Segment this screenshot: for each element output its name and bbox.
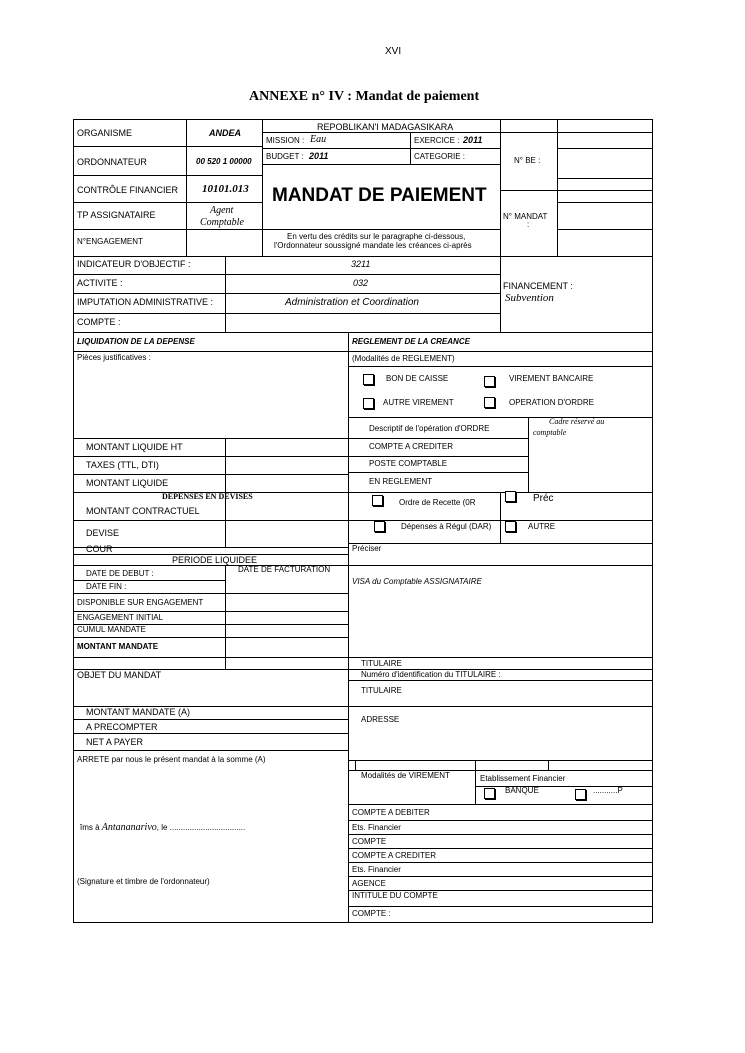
notice-line-2: l'Ordonnateur soussigné mandate les créances ci-après (274, 241, 472, 250)
ordre-recette-label: Ordre de Recette (0R (399, 498, 476, 507)
en-reglement-label: EN REGLEMENT (369, 477, 433, 486)
devise-label: DEVISE (86, 528, 120, 538)
financement-label: FINANCEMENT : (503, 281, 573, 291)
engagement-label: N°ENGAGEMENT (77, 237, 143, 246)
indicateur-label: INDICATEUR D'OBJECTIF : (77, 259, 191, 269)
autre-virement-checkbox[interactable] (363, 398, 374, 409)
fait-a-prefix: îms à (80, 823, 102, 832)
autre-label: AUTRE (528, 522, 556, 531)
tp-assignataire-label: TP ASSIGNATAIRE (77, 210, 156, 220)
signature-label: (Signature et timbre de l'ordonnateur) (77, 877, 210, 886)
adresse-label: ADRESSE (361, 715, 400, 724)
indicateur-value: 3211 (351, 259, 371, 269)
pieces-justificatives: Pièces justificatives : (77, 353, 151, 362)
montant-liquide: MONTANT LIQUIDE (86, 478, 169, 488)
cadre-reserve-1: Cadre réservé au (549, 417, 605, 426)
exercice-label: EXERCICE : (414, 136, 460, 145)
montant-mandate-a: MONTANT MANDATE (A) (86, 707, 190, 717)
titulaire-label-1: TITULAIRE (361, 659, 402, 668)
notice-line-1: En vertu des crédits sur le paragraphe ci-dessous, (287, 232, 466, 241)
compte-label-2: COMPTE (352, 837, 387, 846)
tp-assignataire-value-1: Agent (210, 205, 234, 216)
ets-financier-1: Ets. Financier (352, 823, 401, 832)
mission-label: MISSION : (266, 136, 305, 145)
montant-contractuel: MONTANT CONTRACTUEL (86, 506, 200, 516)
agence-label: AGENCE (352, 879, 386, 888)
imputation-value: Administration et Coordination (285, 297, 419, 308)
preciser-label: Préciser (352, 544, 382, 553)
poste-comptable-label: POSTE COMPTABLE (369, 459, 448, 468)
ets-financier-2: Ets. Financier (352, 865, 401, 874)
cumul-mandate: CUMUL MANDATE (77, 625, 146, 634)
date-fin-label: DATE FIN : (86, 582, 127, 591)
compte-debiter-label: COMPTE A DEBITER (352, 808, 430, 817)
fait-a-line (80, 823, 245, 833)
virement-bancaire-checkbox[interactable] (484, 376, 495, 387)
imputation-label: IMPUTATION ADMINISTRATIVE : (77, 297, 214, 307)
visa-comptable: VISA du Comptable ASSIGNATAIRE (352, 577, 482, 586)
autre-virement-label: AUTRE VIREMENT (383, 398, 454, 407)
nmandat-label: N° MANDAT (503, 212, 548, 221)
mission-value: Eau (310, 134, 327, 145)
date-facturation-label: DATE DE FACTURATION (238, 565, 331, 574)
bon-caisse-label: BON DE CAISSE (386, 374, 449, 383)
compte-final-label: COMPTE : (352, 909, 391, 918)
depenses-devises: DEPENSES EN DEVISES (162, 492, 253, 501)
organisme-label: ORGANISME (77, 128, 133, 138)
a-precompter: A PRECOMPTER (86, 722, 158, 732)
modalites-reglement: (Modalités de REGLEMENT) (352, 354, 455, 363)
engagement-initial: ENGAGEMENT INITIAL (77, 613, 164, 622)
page-number: XVI (385, 46, 402, 57)
montant-liquide-ht: MONTANT LIQUIDE HT (86, 442, 183, 452)
prec-checkbox[interactable] (505, 491, 516, 502)
autre-checkbox[interactable] (505, 521, 516, 532)
categorie-label: CATEGORIE : (414, 152, 465, 161)
operation-ordre-label: OPERATION D'ORDRE (509, 398, 594, 407)
banque-other-label: ...........P (593, 786, 623, 795)
compte-crediter-label-2: COMPTE A CREDITER (352, 851, 437, 860)
arrete-text: ARRETE par nous le présent mandat à la somme (A) (77, 755, 266, 764)
nbe-label: N° BE : (514, 156, 541, 165)
document-title: ANNEXE n° IV : Mandat de paiement (249, 89, 480, 104)
exercice-value: 2011 (463, 135, 483, 145)
banque-label: BANQUE (505, 786, 539, 795)
banque-checkbox[interactable] (484, 788, 495, 799)
banque-other-checkbox[interactable] (575, 789, 586, 800)
virement-bancaire-label: VIREMENT BANCAIRE (509, 374, 594, 383)
compte-crediter-label: COMPTE A CREDITER (369, 442, 454, 451)
titulaire-label-2: TITULAIRE (361, 686, 402, 695)
republic-label: REPOBLIKAN'I MADAGASIKARA (317, 122, 454, 132)
controle-financier-label: CONTRÔLE FINANCIER (77, 185, 179, 195)
ordonnateur-value: 00 520 1 00000 (196, 157, 252, 166)
budget-value: 2011 (309, 151, 329, 161)
activite-label: ACTIVITE : (77, 278, 123, 288)
controle-financier-value: 10101.013 (202, 183, 249, 195)
periode-liquidee: PERIODE LIQUIDEE (172, 555, 258, 565)
taxes-label: TAXES (TTL, DTI) (86, 460, 159, 470)
financement-value: Subvention (505, 292, 554, 304)
operation-ordre-checkbox[interactable] (484, 397, 495, 408)
modalites-virement: Modalités de VIREMENT (361, 771, 450, 780)
ordre-recette-checkbox[interactable] (372, 495, 383, 506)
cour-label: COUR (86, 544, 113, 554)
ordonnateur-label: ORDONNATEUR (77, 157, 147, 167)
etablissement-financier: Etablissement Financier (480, 774, 566, 783)
main-title: MANDAT DE PAIEMENT (272, 185, 487, 206)
depenses-regul-label: Dépenses à Régul (DAR) (401, 522, 492, 531)
prec-label: Préc (533, 493, 554, 504)
date-debut-label: DATE DE DEBUT : (86, 569, 154, 578)
fait-a-suffix: , le .................................. (156, 823, 246, 832)
budget-label: BUDGET : (266, 152, 304, 161)
organisme-value: ANDEA (209, 128, 242, 138)
montant-mandate: MONTANT MANDATE (77, 642, 159, 651)
num-identification-label: Numéro d'identification du TITULAIRE : (361, 670, 501, 679)
nmandat-colon: : (527, 220, 530, 229)
liquidation-title: LIQUIDATION DE LA DEPENSE (77, 337, 195, 346)
fait-a-city: Antananarivo (101, 822, 157, 833)
depenses-regul-checkbox[interactable] (374, 521, 385, 532)
descriptif-label: Descriptif de l'opération d'ORDRE (369, 424, 490, 433)
compte-label: COMPTE : (77, 317, 121, 327)
cadre-reserve-2: comptable (533, 428, 567, 437)
reglement-title: REGLEMENT DE LA CREANCE (352, 337, 470, 346)
tp-assignataire-value-2: Comptable (200, 217, 244, 228)
disponible-engagement: DISPONIBLE SUR ENGAGEMENT (77, 598, 204, 607)
intitule-compte: INTITULE DU COMPTE (352, 891, 438, 900)
bon-caisse-checkbox[interactable] (363, 374, 374, 385)
activite-value: 032 (353, 278, 369, 288)
objet-mandat: OBJET DU MANDAT (77, 670, 162, 680)
net-a-payer: NET A PAYER (86, 737, 144, 747)
